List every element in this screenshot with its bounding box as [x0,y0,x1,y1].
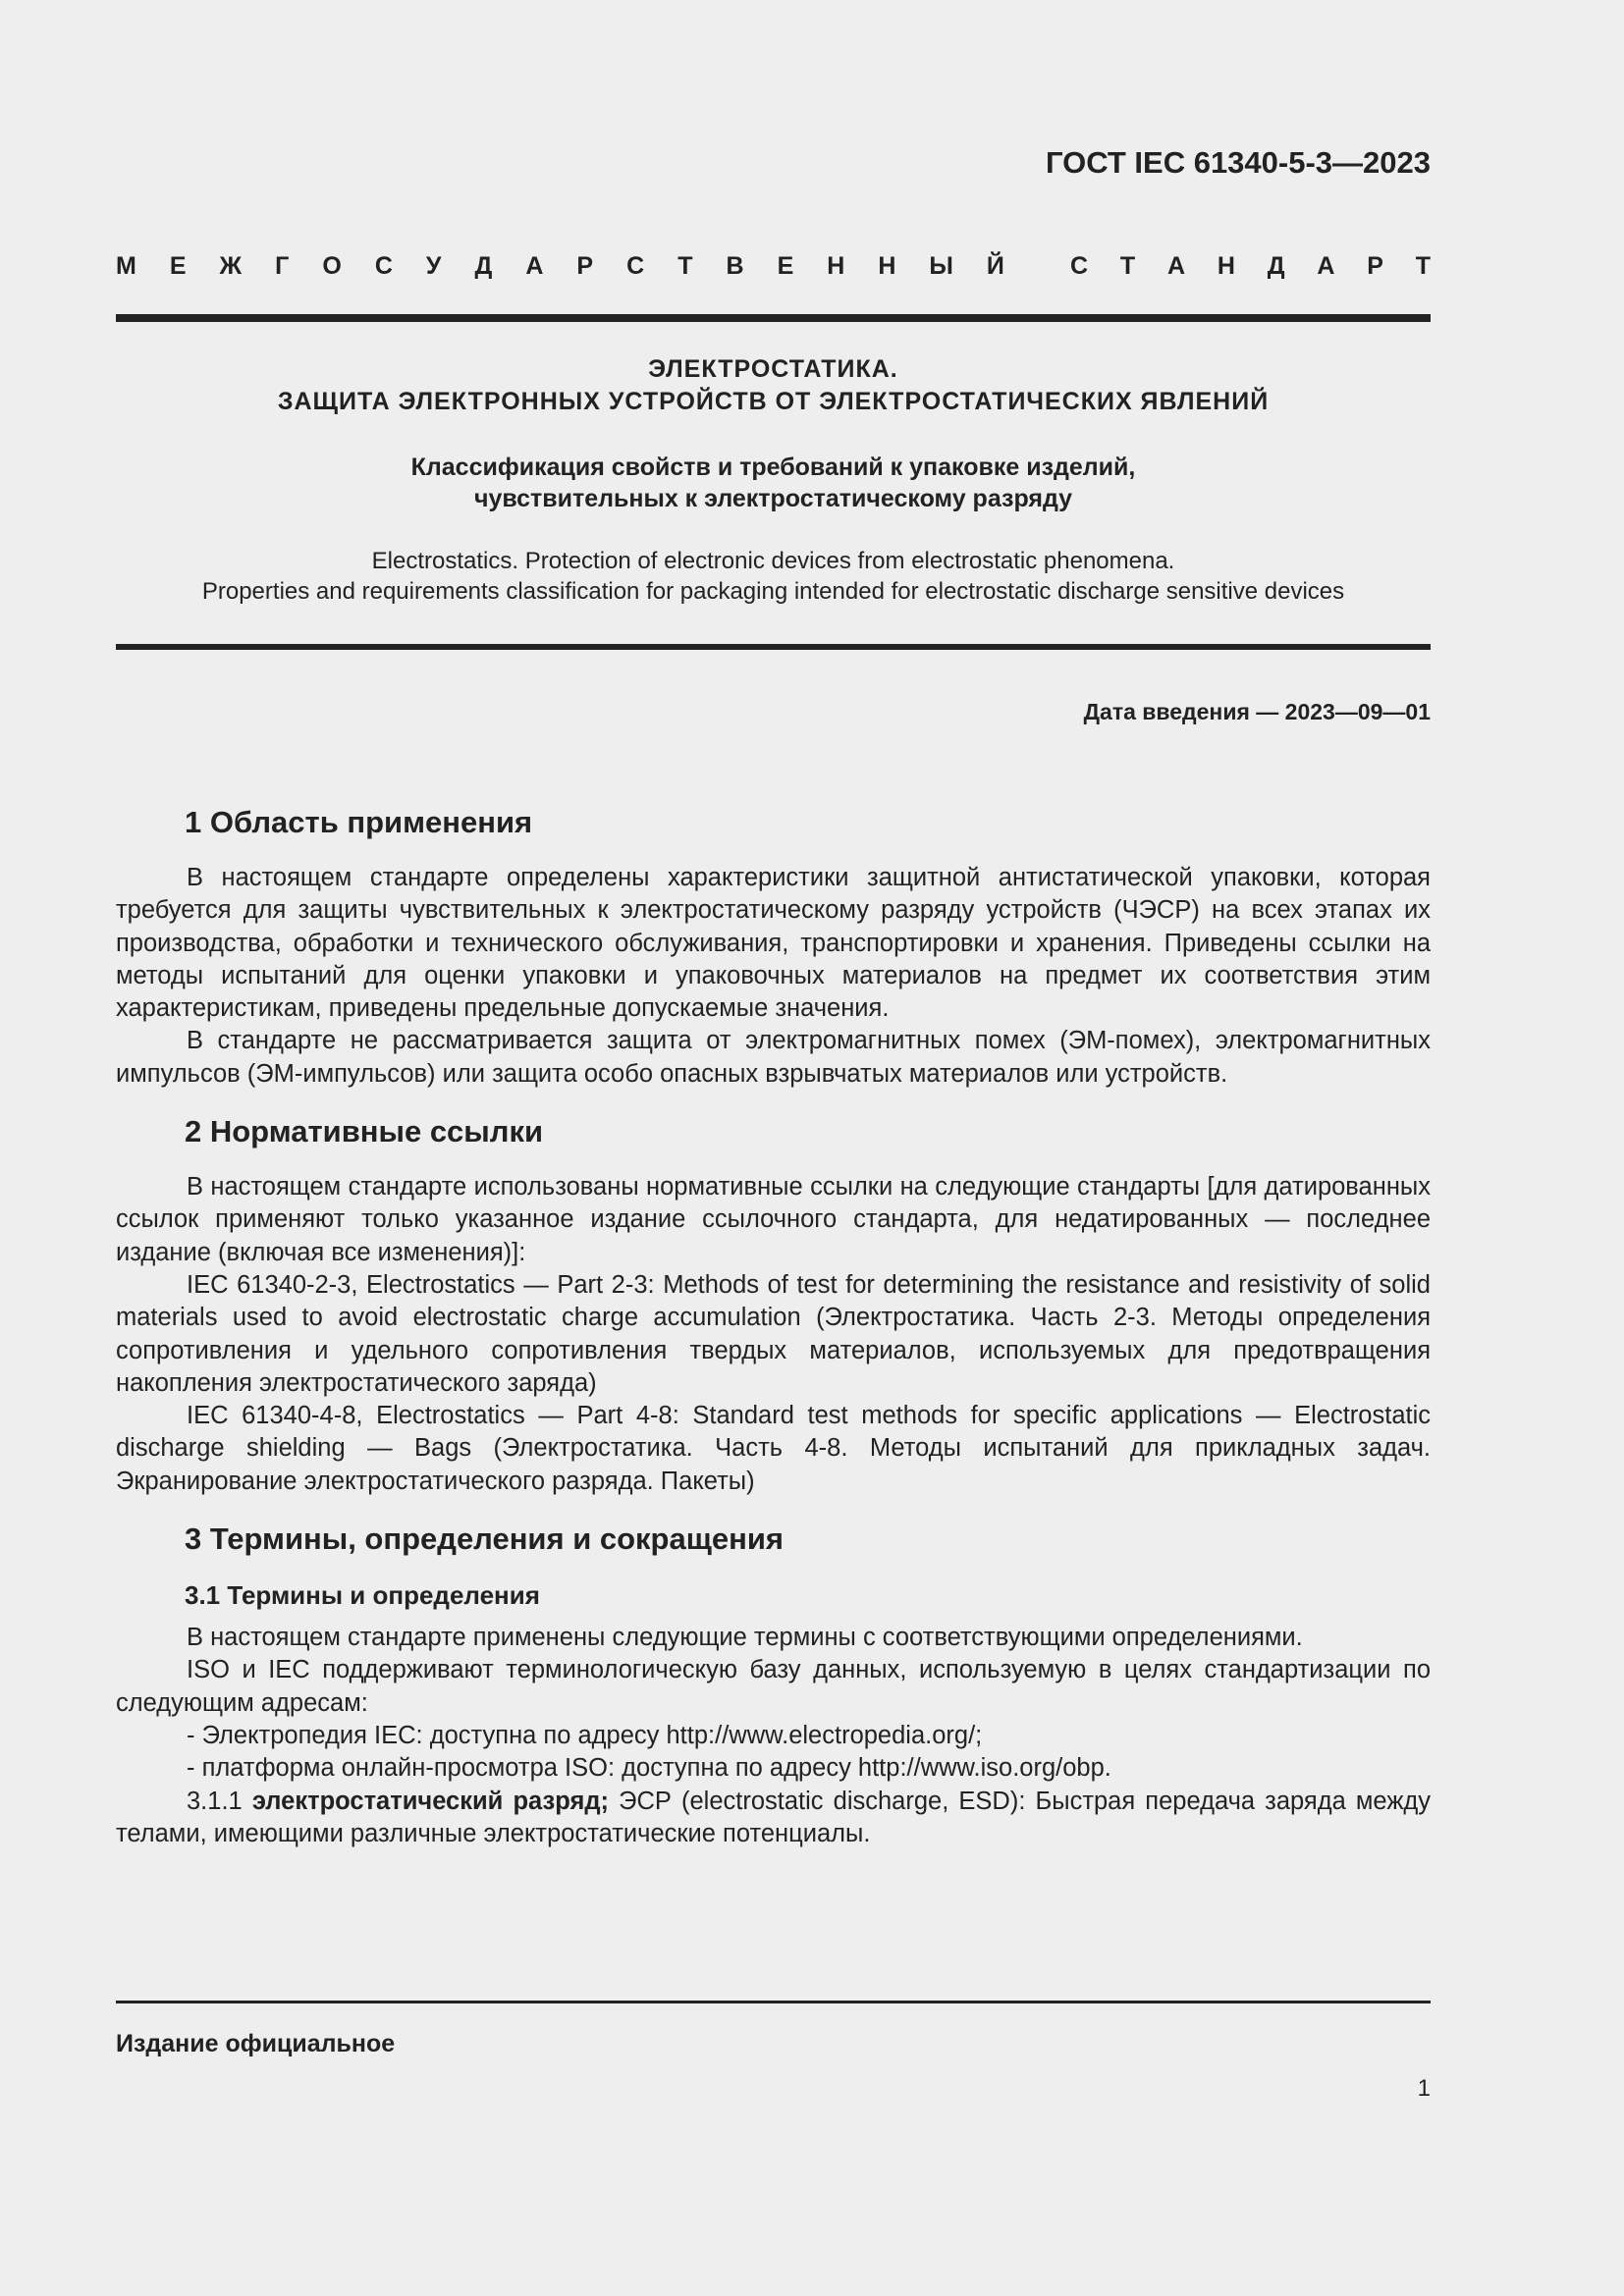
term-definition-text: ЭСР (electrostatic discharge, ESD): Быстрая передача заряда между телами, имеющими различные электростатические потенциалы. [116,1787,1432,1847]
banner-letter: Й [986,252,1004,280]
banner-letter: Г [275,252,290,280]
official-edition-label: Издание официальное [116,2030,396,2057]
english-title-line2: Properties and requirements classification for packaging intended for electrostatic discharge sensitive devices [201,578,1345,605]
banner-letter: Н [1217,252,1235,280]
footer-rule [116,2001,1431,2003]
paragraph: В стандарте не рассматривается защита от электромагнитных помех (ЭМ-помех), электромагнитных импульсов (ЭМ-импульсов) или защита особо опасных взрывчатых материалов или устройств. [116,1027,1431,1088]
main-title-line1: ЭЛЕКТРОСТАТИКА. [648,355,898,383]
reference-item: IEC 61340-2-3, Electrostatics — Part 2-3: Methods of test for determining the resistance and resistivity of solid materials used to avoid electrostatic charge accumulation (Электростатика. Часть 2-3. Методы определения сопротивления и удельного сопротивления твердых материалов, используемых для предотвращения накопления электростатического заряда) [116,1270,1431,1397]
banner-letter: С [1070,252,1089,280]
list-item: - платформа онлайн-просмотра ISO: доступна по адресу http://www.iso.org/obp. [187,1754,1111,1783]
section-terms [116,1520,1431,1850]
list-item: - Электропедия IEC: доступна по адресу http://www.electropedia.org/; [187,1721,983,1749]
term-name: электростатический разряд; [251,1787,610,1815]
section-heading: 2 Нормативные ссылки [185,1114,544,1149]
main-title [116,353,1431,418]
banner-letter: Ж [219,252,243,280]
paragraph: ISO и IEC поддерживают терминологическую базу данных, используемую в целях стандартизации по следующим адресам: [116,1656,1431,1717]
banner-letter: А [1317,252,1335,280]
banner-letter: С [626,252,645,280]
banner-letter: Н [827,252,845,280]
sub-title [116,452,1431,514]
banner-letter: Р [576,252,594,280]
term-definition [116,1786,1431,1851]
standard-banner [116,252,1431,281]
reference-item: IEC 61340-4-8, Electrostatics — Part 4-8: Standard test methods for specific applications — Electrostatic discharge shielding — Bags (Электростатика. Часть 4-8. Методы испытаний для прикладных задач. Экранирование электростатического разряда. Пакеты) [116,1402,1431,1495]
banner-letter: Т [1415,252,1431,280]
banner-letter: Ы [929,252,953,280]
english-title [116,546,1431,607]
section-heading: 1 Область применения [185,805,533,839]
banner-letter: О [322,252,342,280]
subsection-heading: 3.1 Термины и определения [185,1580,540,1611]
banner-letter: У [425,252,442,280]
banner-letter: Д [1267,252,1285,280]
paragraph: В настоящем стандарте использованы нормативные ссылки на следующие стандарты [для датированных ссылок применяют только указанное издание ссылочного стандарта, для недатированных — последнее издание (включая все изменения)]: [116,1173,1431,1266]
banner-letter: Д [474,252,493,280]
banner-letter: Р [1367,252,1383,280]
banner-letter: Н [878,252,896,280]
banner-letter: А [525,252,544,280]
english-title-line1: Electrostatics. Protection of electronic devices from electrostatic phenomena. [371,548,1175,574]
main-title-line2: ЗАЩИТА ЭЛЕКТРОННЫХ УСТРОЙСТВ ОТ ЭЛЕКТРОСТАТИЧЕСКИХ ЯВЛЕНИЙ [277,388,1270,415]
section-scope [116,803,1431,1091]
banner-letter: Т [1119,252,1136,280]
page-number: 1 [1417,2075,1431,2102]
banner-word-standard [1070,252,1431,281]
title-bottom-rule [116,644,1431,650]
sub-title-line1: Классификация свойств и требований к упаковке изделий, [410,454,1136,481]
banner-letter: С [374,252,393,280]
sub-title-line2: чувствительных к электростатическому разряду [473,485,1073,512]
banner-letter: М [116,252,136,280]
banner-letter: В [726,252,744,280]
paragraph: В настоящем стандарте определены характеристики защитной антистатической упаковки, которая требуется для защиты чувствительных к электростатическому разряду устройств (ЧЭСР) на всех этапах их производства, обработки и технического обслуживания, транспортировки и хранения. Приведены ссылки на методы испытаний для оценки упаковки и упаковочных материалов на предмет их соответствия этим характеристикам, приведены предельные допускаемые значения. [116,864,1431,1023]
term-number: 3.1.1 [187,1787,243,1815]
document-body [116,803,1431,1872]
section-heading: 3 Термины, определения и сокращения [185,1522,784,1557]
banner-word-interstate [116,252,1004,281]
banner-letter: Е [169,252,187,280]
document-code: ГОСТ IEC 61340-5-3—2023 [1045,145,1431,180]
banner-letter: А [1166,252,1186,280]
banner-letter: Е [777,252,794,280]
section-normative-references [116,1112,1431,1498]
paragraph: В настоящем стандарте применены следующие термины с соответствующими определениями. [187,1624,1303,1652]
introduction-date: Дата введения — 2023—09—01 [1083,699,1431,724]
banner-letter: Т [677,252,693,280]
top-rule [116,314,1431,322]
